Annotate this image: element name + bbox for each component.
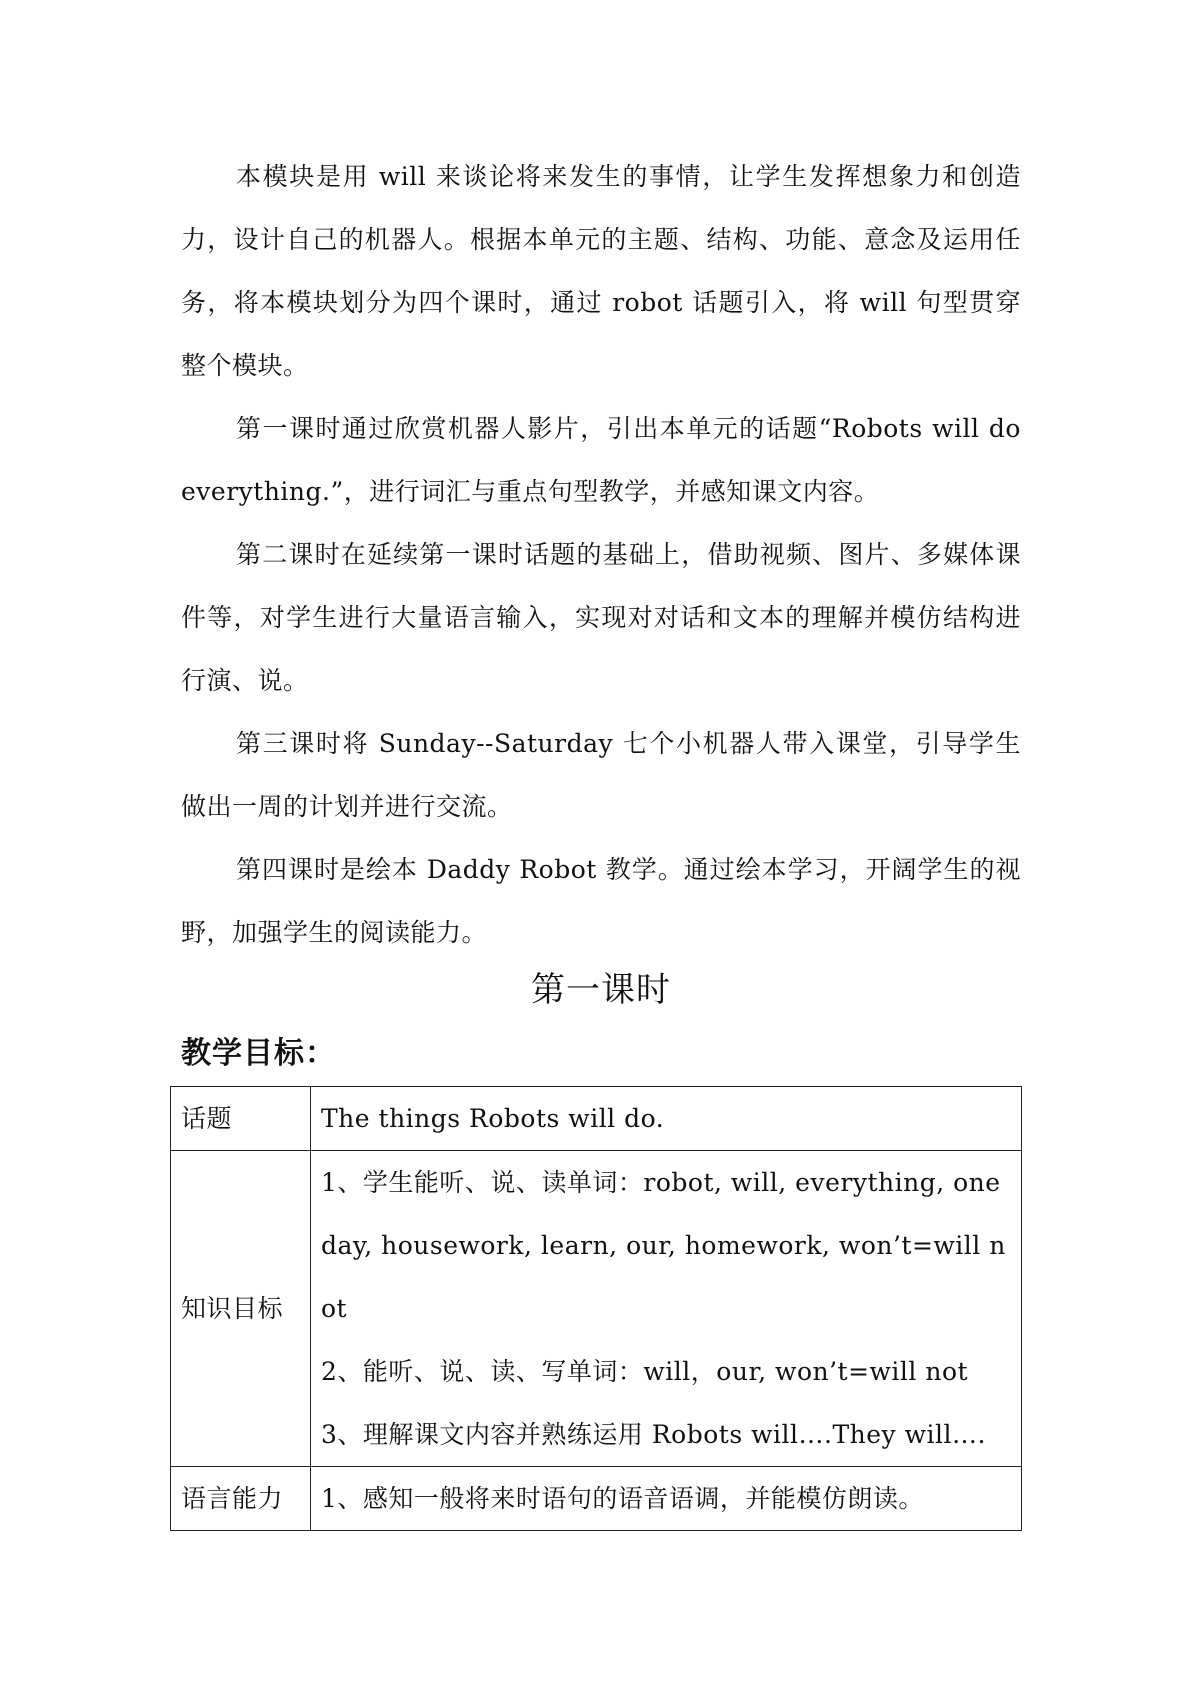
paragraph-lesson-one: 第一课时通过欣赏机器人影片，引出本单元的话题“Robots will do everything.”，进行词汇与重点句型教学，并感知课文内容。 — [181, 414, 1021, 506]
row-label-language-ability: 语言能力 — [171, 1467, 311, 1531]
knowledge-goal-3: 3、理解课文内容并熟练运用 Robots will….They will…. — [321, 1420, 986, 1449]
module-overview — [181, 145, 1021, 964]
lesson-title: 第一课时 — [531, 970, 671, 1010]
row-content-topic — [311, 1087, 1022, 1151]
knowledge-goal-1: 1、学生能听、说、读单词：robot, will, everything, one day, housework, learn, our, homework, won’t=will not — [321, 1168, 1006, 1323]
topic-text: The things Robots will do. — [321, 1104, 665, 1133]
table-row-knowledge-goals — [171, 1151, 1022, 1467]
paragraph-lesson-four: 第四课时是绘本 Daddy Robot 教学。通过绘本学习，开阔学生的视野，加强学生的阅读能力。 — [181, 855, 1021, 947]
row-label-knowledge-goals: 知识目标 — [171, 1151, 311, 1467]
table-row-topic — [171, 1087, 1022, 1151]
paragraph-module-intro: 本模块是用 will 来谈论将来发生的事情，让学生发挥想象力和创造力，设计自己的机器人。根据本单元的主题、结构、功能、意念及运用任务，将本模块划分为四个课时，通过 robot 话题引入，将 will 句型贯穿整个模块。 — [181, 162, 1021, 380]
row-label-topic: 话题 — [171, 1087, 311, 1151]
knowledge-goal-2: 2、能听、说、读、写单词：will，our, won’t=will not — [321, 1357, 969, 1386]
teaching-goals-heading: 教学目标： — [181, 1036, 336, 1071]
table-row-language-ability — [171, 1467, 1022, 1531]
teaching-goals-table — [170, 1086, 1022, 1531]
paragraph-lesson-two: 第二课时在延续第一课时话题的基础上，借助视频、图片、多媒体课件等，对学生进行大量语言输入，实现对对话和文本的理解并模仿结构进行演、说。 — [181, 540, 1021, 695]
language-ability-1: 1、感知一般将来时语句的语音语调，并能模仿朗读。 — [321, 1484, 924, 1513]
paragraph-lesson-three: 第三课时将 Sunday--Saturday 七个小机器人带入课堂，引导学生做出一周的计划并进行交流。 — [181, 729, 1021, 821]
row-content-knowledge-goals — [311, 1151, 1022, 1467]
row-content-language-ability — [311, 1467, 1022, 1531]
